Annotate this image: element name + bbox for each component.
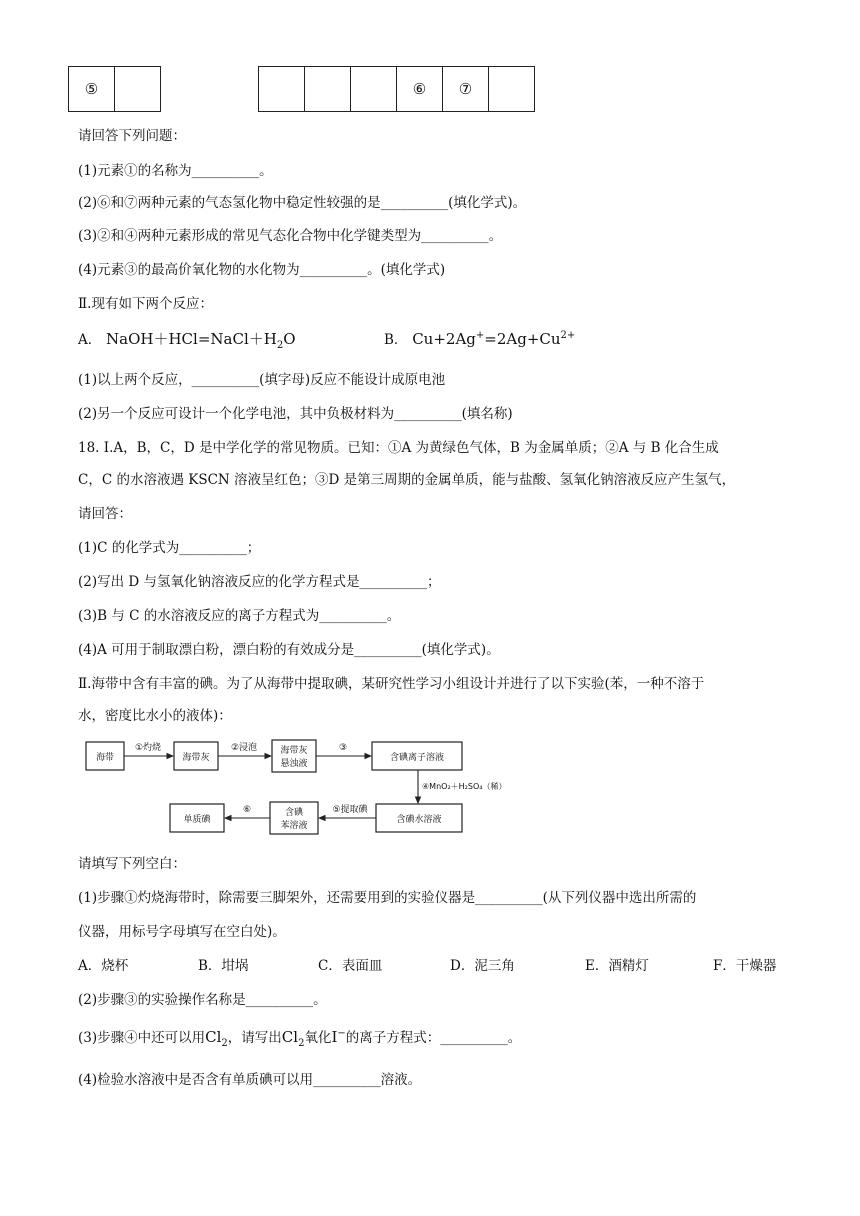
table-cell: ⑥ [397,67,443,112]
box-ash-label: 海带灰 [182,753,210,763]
q17-question-1: (1)元素①的名称为__________。 [78,163,273,179]
step3-label: ③ [338,743,348,753]
cl2-formula: $Cl_2$ [281,1028,305,1049]
q18-stem-line-3: 请回答： [78,506,132,522]
q17-intro: 请回答下列问题： [78,128,186,144]
reaction-a-label: A． [78,332,102,348]
step5-label: ⑤提取碘 [332,805,368,815]
table-cell: ⑦ [443,67,489,112]
q18-step1-line-1: (1)步骤①灼烧海带时，除需要三脚架外，还需要用到的实验仪器是__________(从下列仪器中选出所需的 [78,890,697,906]
q18-fill-intro: 请填写下列空白： [78,856,186,872]
reaction-a [78,328,296,351]
q18-part2-line-1: Ⅱ.海带中含有丰富的碘。为了从海带中提取碘，某研究性学习小组设计并进行了以下实验(苯，一种不溶于 [78,676,705,692]
step4-label: ④MnO₂＋H₂SO₄（稀） [422,782,507,791]
q18-question-1: (1)C 的化学式为__________； [78,540,261,556]
reaction-b-label: B． [384,332,408,348]
option-d: D．泥三角 [450,958,515,974]
q18-part2-line-2: 水，密度比水小的液体)： [78,708,232,724]
box-suspension-label-2: 悬浊液 [280,759,308,769]
q18-step4: (4)检验水溶液中是否含有单质碘可以用__________溶液。 [78,1072,422,1088]
option-a: A．烧杯 [78,958,129,974]
iodide-ion: I− [331,1028,346,1046]
step2-label: ②浸泡 [230,743,258,753]
reaction-b-equation: $Cu+2Ag^+=2Ag+Cu^{2+}$ [412,330,576,348]
option-e: E．酒精灯 [585,958,649,974]
q17-question-4: (4)元素③的最高价氧化物的水化物为__________。(填化学式) [78,262,446,278]
q18-step2: (2)步骤③的实验操作名称是__________。 [78,992,327,1008]
q18-question-4: (4)A 可用于制取漂白粉，漂白粉的有效成分是__________(填化学式)。 [78,642,500,658]
q17-question-2: (2)⑥和⑦两种元素的气态氢化物中稳定性较强的是__________(填化学式)。 [78,195,527,211]
table-cell: ⑤ [69,67,115,112]
box-suspension-label-1: 海带灰 [280,746,308,756]
table-cell [115,67,161,112]
instrument-options [78,954,778,974]
q18-step3-part-c: 氧化 [304,1030,332,1046]
box-iodine-label: 单质碘 [183,815,211,825]
table-cell [305,67,351,112]
q18-step1-line-2: 仪器，用标号字母填写在空白处)。 [78,924,286,940]
q17-question-6: (2)另一个反应可设计一个化学电池，其中负极材料为__________(填名称) [78,406,513,422]
q18-step3-part-b: ，请写出 [227,1030,282,1046]
q18-step3-part-d: 的离子方程式：__________。 [345,1030,522,1046]
box-ion-solution-label: 含碘离子溶液 [389,753,445,763]
box-benzene-label-1: 含碘 [284,808,304,818]
q18-question-2: (2)写出 D 与氢氧化钠溶液反应的化学方程式是__________； [78,574,441,590]
step1-label: ①灼烧 [134,743,162,753]
q17-part2-title: Ⅱ.现有如下两个反应： [78,296,213,312]
option-c: C．表面皿 [318,958,383,974]
flowchart-svg [84,732,507,840]
box-seaweed-label: 海带 [95,753,115,763]
option-b: B．坩埚 [198,958,249,974]
q17-question-5: (1)以上两个反应，__________(填字母)反应不能设计成原电池 [78,372,446,388]
table-cell [351,67,397,112]
q18-step3 [78,1026,521,1049]
option-f: F．干燥器 [713,958,777,974]
box-benzene-label-2: 苯溶液 [280,821,308,831]
q18-stem-line-1: 18. I.A，B，C，D 是中学化学的常见物质。已知：①A 为黄绿色气体，B 为金属单质；②A 与 B 化合生成 [78,440,719,456]
cl2-formula: $Cl_2$ [205,1028,228,1049]
reaction-b [384,328,575,348]
q18-step3-part-a: (3)步骤④中还可以用 [78,1030,206,1046]
table-cell [259,67,305,112]
q18-stem-line-2: C，C 的水溶液遇 KSCN 溶液呈红色；③D 是第三周期的金属单质，能与盐酸、氢氧化钠溶液反应产生氢气， [78,472,736,488]
table-gap [161,67,259,112]
step6-label: ⑥ [242,805,252,815]
table-cell [489,67,535,112]
box-iodine-water-label: 含碘水溶液 [396,815,442,825]
reaction-a-equation: $NaOH+HCl=NaCl+H_2O$ [106,330,296,351]
q18-question-3: (3)B 与 C 的水溶液反应的离子方程式为__________。 [78,608,401,624]
periodic-table-fragment [68,66,535,112]
iodine-extraction-flowchart [84,732,507,840]
q17-question-3: (3)②和④两种元素形成的常见气态化合物中化学键类型为__________。 [78,228,503,244]
